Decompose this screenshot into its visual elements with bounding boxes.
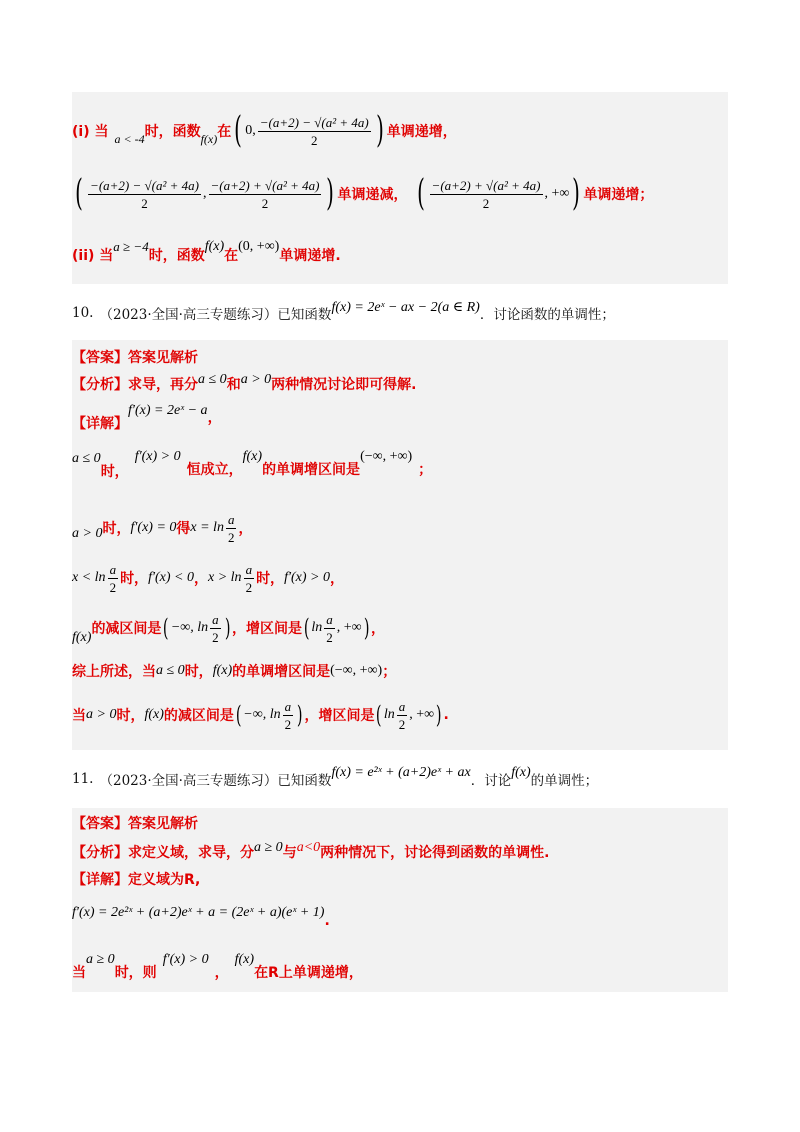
case-i-line1: (i) 当 a < -4 时，函数 f(x) 在 ( 0, $\frac{\text{−(a+2) − √(a² + 4a)}}{2}$ ) 单调递增， xyxy=(72,110,457,151)
case-i-line2: ( $\frac{\text{−(a+2) − √(a² + 4a)}}{2}$ , $\frac{\text{−(a+2) + √(a² + 4a)}}{2}$ ) 单调递减， ( $\frac{\text{−(a+2) + √(a² + 4a)}}{2}$ , +∞ ) 单调递增； xyxy=(75,173,654,214)
text: 时， xyxy=(184,664,213,680)
summary-line-2: 当 a > 0 时， f(x) 的减区间是 ( −∞, ln $\frac{a}{2}$ ) ，增区间是 ( ln $\frac{a}{2}$ , +∞ ) . xyxy=(72,698,449,732)
solution-block-top xyxy=(72,92,728,284)
fraction-numerator: −(a+2) + √(a² + 4a) xyxy=(210,177,320,193)
detail-line xyxy=(72,402,222,432)
math: a ≥ −4 xyxy=(113,239,149,254)
text: ， xyxy=(238,521,253,537)
summary-line-1 xyxy=(72,658,396,684)
math: f(x) xyxy=(511,765,531,780)
text: ， xyxy=(371,621,386,637)
solution-block-11 xyxy=(72,808,728,992)
fraction-denominator: 2 xyxy=(482,195,490,211)
text: 时， xyxy=(100,464,129,480)
case-line-1 xyxy=(72,950,363,982)
analysis-line xyxy=(72,372,416,396)
text: 得 xyxy=(176,521,191,537)
math: (−∞, +∞) xyxy=(330,663,383,678)
fraction-denominator: 2 xyxy=(326,629,333,645)
fraction-numerator: −(a+2) − √(a² + 4a) xyxy=(259,114,369,130)
case-line-3 xyxy=(72,558,344,598)
fraction-numerator: a xyxy=(398,698,406,714)
question-10 xyxy=(72,300,615,326)
math: x > ln xyxy=(208,570,242,585)
fraction-denominator: 2 xyxy=(245,579,253,595)
text: 两种情况下，讨论得到函数的单调性. xyxy=(320,845,550,861)
fraction-numerator: a xyxy=(245,561,253,577)
fraction-denominator: 2 xyxy=(284,716,292,732)
text: 单调递增； xyxy=(583,187,654,203)
text: 时， xyxy=(102,521,131,537)
math: a > 0 xyxy=(240,372,272,387)
text: ， xyxy=(194,571,208,587)
text: ，增区间是 xyxy=(304,708,375,724)
text: 的单调增区间是 xyxy=(232,664,331,680)
text: 时，则 xyxy=(114,965,157,981)
fraction-denominator: 2 xyxy=(141,195,148,211)
text: 和 xyxy=(226,377,241,393)
text: 的单调增区间是 xyxy=(262,462,361,478)
math: a > 0 xyxy=(86,707,117,722)
text: (i) 当 xyxy=(72,124,109,140)
math: (0, +∞) xyxy=(238,239,280,254)
math: f′(x) > 0 xyxy=(162,952,209,967)
text: 时， xyxy=(116,708,145,724)
math: a ≥ 0 xyxy=(254,840,283,855)
question-source: （2023·全国·高三专题练习）已知函数 xyxy=(99,307,332,323)
math: (−∞, +∞) xyxy=(360,449,413,464)
math: f′(x) = 0 xyxy=(130,520,177,535)
analysis-tag: 【分析】 xyxy=(72,845,128,861)
math: f(x) xyxy=(200,131,218,146)
text: 时，函数 xyxy=(144,124,201,140)
text: 单调递减， xyxy=(337,187,408,203)
fraction-numerator: a xyxy=(109,561,117,577)
answer-text: 答案见解析 xyxy=(128,350,198,366)
math: f′(x) < 0 xyxy=(148,570,194,585)
text: 当 xyxy=(72,708,86,724)
answer-tag: 【答案】 xyxy=(72,816,128,832)
question-11 xyxy=(72,766,598,792)
text: ， xyxy=(330,571,344,587)
text: 恒成立， xyxy=(186,462,243,478)
math: , +∞ xyxy=(544,186,570,201)
math: a<0 xyxy=(296,840,321,855)
text: ， xyxy=(207,410,222,426)
math: f′(x) > 0 xyxy=(284,570,330,585)
question-number: 11. xyxy=(72,771,94,787)
math: −∞, ln xyxy=(170,620,209,635)
case-line-1 xyxy=(72,450,432,480)
math: f(x) xyxy=(234,952,255,967)
detail-tag: 【详解】 xyxy=(72,416,128,432)
math: f(x) xyxy=(242,449,263,464)
question-source: （2023·全国·高三专题练习）已知函数 xyxy=(99,773,332,789)
math: ln xyxy=(311,620,323,635)
case-ii-line xyxy=(72,240,341,270)
question-number: 10. xyxy=(72,305,94,321)
question-tail: 的单调性； xyxy=(530,773,599,789)
text: 两种情况讨论即可得解. xyxy=(271,377,417,393)
text: 时，函数 xyxy=(148,248,205,264)
case-line-4: f(x) 的减区间是 ( −∞, ln $\frac{a}{2}$ ) ，增区间是 ( ln $\frac{a}{2}$ , +∞ ) ， xyxy=(72,611,386,645)
text: 求导，再分 xyxy=(128,377,198,393)
text: 单调递增. xyxy=(279,248,341,264)
text: 与 xyxy=(282,845,297,861)
math: f(x) xyxy=(72,630,92,645)
text: ，增区间是 xyxy=(232,621,303,637)
text: . xyxy=(324,913,330,929)
fraction-numerator: a xyxy=(212,611,219,627)
math: a ≥ 0 xyxy=(86,952,115,967)
detail-tag: 【详解】 xyxy=(72,872,128,888)
math: a ≤ 0 xyxy=(72,451,101,466)
question-tail: ．讨论函数的单调性； xyxy=(479,307,615,323)
text: 在 xyxy=(217,124,232,140)
question-text: ．讨论 xyxy=(470,773,512,789)
math: f′(x) = 2eˣ − a xyxy=(128,403,208,418)
text: (ii) 当 xyxy=(72,248,114,264)
text: 综上所述，当 xyxy=(72,664,156,680)
math: 0, xyxy=(245,123,256,138)
math: f(x) xyxy=(204,239,225,254)
question-formula: f(x) = e²ˣ + (a+2)eˣ + ax xyxy=(331,765,471,780)
analysis-line xyxy=(72,840,549,864)
text: ， xyxy=(214,965,229,981)
answer-text: 答案见解析 xyxy=(128,816,198,832)
answer-tag: 【答案】 xyxy=(72,350,128,366)
fraction-numerator: a xyxy=(284,698,292,714)
math: a < -4 xyxy=(114,131,145,146)
fraction-denominator: 2 xyxy=(261,195,269,211)
question-formula: f(x) = 2eˣ − ax − 2(a ∈ R) xyxy=(331,299,480,315)
solution-block-10 xyxy=(72,340,728,750)
fraction-denominator: 2 xyxy=(109,579,117,595)
math: f(x) xyxy=(144,707,164,722)
text: 定义域为R, xyxy=(128,872,201,888)
fraction-numerator: −(a+2) − √(a² + 4a) xyxy=(90,177,199,193)
fraction-denominator: 2 xyxy=(212,629,219,645)
answer-line xyxy=(72,346,198,368)
text: . xyxy=(443,707,449,723)
math: −∞, ln xyxy=(243,707,281,722)
math: a ≤ 0 xyxy=(156,663,185,678)
answer-line xyxy=(72,812,198,834)
case-line-2 xyxy=(72,508,252,548)
text: 当 xyxy=(72,965,86,981)
fraction-numerator: a xyxy=(326,611,333,627)
math: , +∞ xyxy=(336,620,362,635)
text: 时， xyxy=(120,571,149,587)
detail-line xyxy=(72,868,200,890)
text: 在R上单调递增， xyxy=(254,965,363,981)
text: 时， xyxy=(256,571,285,587)
text: 的减区间是 xyxy=(91,621,162,637)
text: 的减区间是 xyxy=(163,708,234,724)
math: x = ln xyxy=(190,520,224,535)
fraction-denominator: 2 xyxy=(311,132,318,148)
fraction-denominator: 2 xyxy=(227,529,235,545)
math: f′(x) = 2e²ˣ + (a+2)eˣ + a = (2eˣ + a)(eˣ + 1) xyxy=(72,905,325,920)
math: f′(x) > 0 xyxy=(134,449,181,464)
derivative-line xyxy=(72,896,330,930)
fraction-denominator: 2 xyxy=(398,716,406,732)
analysis-tag: 【分析】 xyxy=(72,377,128,393)
math: ln xyxy=(383,707,395,722)
math: x < ln xyxy=(72,570,106,585)
text: 在 xyxy=(224,248,239,264)
math: a ≤ 0 xyxy=(198,372,227,387)
math: , +∞ xyxy=(409,707,435,722)
text: ； xyxy=(382,664,397,680)
fraction-numerator: −(a+2) + √(a² + 4a) xyxy=(431,177,541,193)
fraction-numerator: a xyxy=(227,511,235,527)
text: 求定义域，求导，分 xyxy=(128,845,254,861)
text: 单调递增， xyxy=(386,124,457,140)
text: ； xyxy=(418,462,433,478)
math: f(x) xyxy=(212,663,233,678)
math: a > 0 xyxy=(72,526,103,541)
